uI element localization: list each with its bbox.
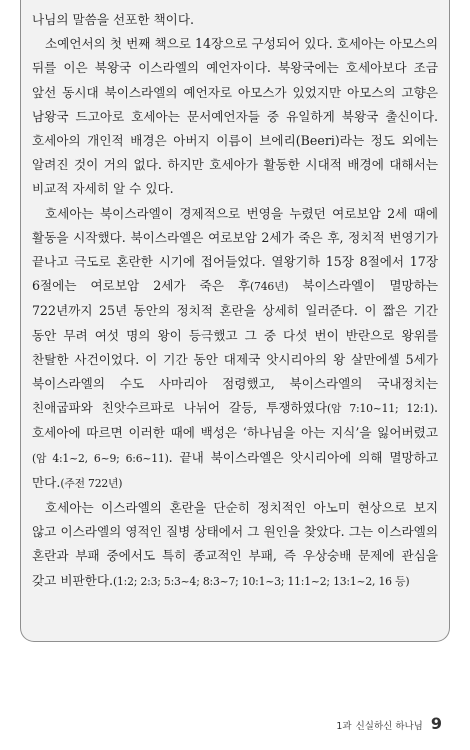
paragraph-text: 나님의 말씀을 선포한 책이다. xyxy=(32,12,194,27)
body-text xyxy=(32,8,438,594)
paragraph-text: 호세아는 이스라엘의 혼란을 단순히 정치적인 아노미 현상으로 보지 않고 이스라엘의 영적인 질병 상태에서 그 원인을 찾았다. 그는 이스라엘의 혼란과 부패 중에서도 특히 종교적인 부패, 즉 우상숭배 문제에 관심을 갖고 비판한다. xyxy=(32,500,438,588)
chapter-title: 신실하신 하나님 xyxy=(355,721,423,732)
paragraph-text: 호세아는 북이스라엘이 경제적으로 번영을 누렸던 여로보암 2세 때에 활동을 시작했다. 북이스라엘은 여로보암 2세가 죽은 후, 정치적 번영기가 끝나고 극도로 혼란한 시기에 접어들었다. 열왕기하 15장 8절에서 17장 6절에는 여로보암 2세가 죽은 후 xyxy=(32,205,438,294)
page-number: 9 xyxy=(430,714,442,733)
paragraph-text: 북이스라엘이 멸망하는 722년까지 25년 동안의 정치적 혼란을 상세히 일러준다. 이 짧은 기간 동안 무려 여섯 명의 왕이 등극했고 그 중 다섯 번이 반란으로 왕위를 찬탈한 사건이었다. 이 기간 동안 대제국 앗시리아의 왕 살만에셀 5세가 북이스라엘의 수도 사마리아 점령했고, 북이스라엘의 국내정치는 친애굽파와 친앗수르파로 나뉘어 갈등, 투쟁하였다 xyxy=(32,278,438,416)
chapter-label: 1과 xyxy=(336,721,352,732)
paragraph-2 xyxy=(32,202,438,496)
paragraph-continued xyxy=(32,8,438,32)
scripture-reference: (암 4:1~2, 6~9; 6:6~11) xyxy=(32,451,169,465)
scripture-reference: (주전 722년) xyxy=(60,476,123,490)
scripture-reference: (746년) xyxy=(250,280,289,294)
page-footer xyxy=(336,714,442,733)
paragraph-1 xyxy=(32,32,438,201)
scripture-reference: (1:2; 2:3; 5:3~4; 8:3~7; 10:1~3; 11:1~2; 13:1~2, 16 등) xyxy=(113,574,410,588)
scripture-reference: (암 7:10~11; 12:1) xyxy=(327,402,434,416)
paragraph-text: 소예언서의 첫 번째 책으로 14장으로 구성되어 있다. 호세아는 아모스의 뒤를 이은 북왕국 이스라엘의 예언자이다. 북왕국에는 호세아보다 조금 앞선 동시대 북이스라엘의 예언자로 아모스가 있었지만 아모스의 고향은 남왕국 드고아로 호세아는 문서예언자들 중 유일하게 북왕국 출신이다. 호세아의 개인적 배경은 아버지 이름이 브에리(Beeri)라는 정도 외에는 알려진 것이 거의 없다. 하지만 호세아가 활동한 시대적 배경에 대해서는 비교적 자세히 알 수 있다. xyxy=(32,36,438,197)
paragraph-text: . 호세아에 따르면 이러한 때에 백성은 ‘하나님을 아는 지식’을 잃어버렸고 xyxy=(32,400,438,441)
paragraph-text: . 끝내 북이스라엘은 앗시리아에 의해 멸망하고 만다. xyxy=(32,449,439,490)
paragraph-3 xyxy=(32,496,438,594)
